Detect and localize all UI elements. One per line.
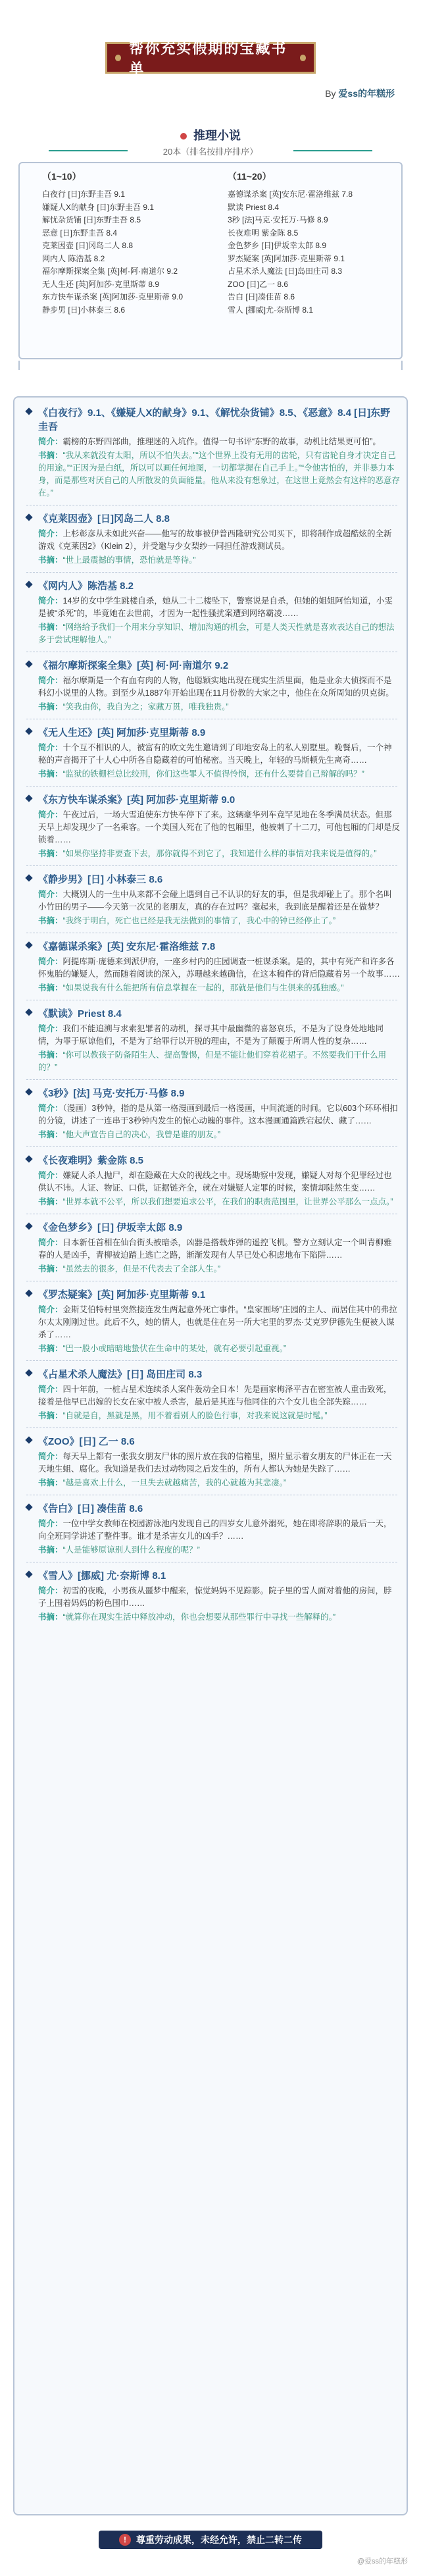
book-description: [38, 528, 400, 553]
book-title: 《静步男》[日] 小林泰三 8.6: [38, 872, 400, 886]
book-entry: [24, 405, 400, 500]
entry-separator: [26, 572, 397, 573]
book-description: [38, 956, 400, 981]
book-entry: [24, 1006, 400, 1074]
quote-label: 书摘：: [38, 1411, 63, 1420]
description-label: 简介：: [38, 676, 63, 685]
quote-text: “你可以教孩子防备陌生人、提高警惕，但是不能让他们穿着花裙子。不然要我们干什么用的？”: [38, 1050, 387, 1072]
description-text: 霸榜的东野四部曲，推理迷的入坑作。值得一句书评“东野的故事，动机比结果更可怕”。: [62, 437, 381, 446]
description-text: 十个互不相识的人，被富有的欧文先生邀请到了印地安岛上的私人别墅里。晚餐后，一个神秘的声音揭开了十人心中所各自隐藏着的可怕秘密。当天晚上，年轻的马斯顿先生离奇……: [38, 743, 392, 765]
byline-author[interactable]: 爱ss的年糕形: [338, 88, 395, 99]
book-title: 《告白》[日] 凑佳苗 8.6: [38, 1501, 400, 1515]
book-quote: [38, 1410, 400, 1422]
description-label: 简介：: [38, 1385, 63, 1394]
description-text: 大概别人的一生中从来都不会碰上遇到自己不认识的好友的事，但是我却碰上了。那个名叫小竹田的男子——今天第一次见的老朋友，真的存在过吗？毫起来，我到底是醒着还是在做梦？: [38, 890, 392, 912]
section-subtitle: 20本（排名按排序排序）: [162, 147, 259, 157]
index-item: ZOO [日]乙一 8.6: [228, 279, 289, 289]
banner-dot-left: [115, 55, 121, 61]
book-quote: [38, 1611, 400, 1624]
book-quote: [38, 554, 400, 567]
description-label: 简介：: [38, 743, 63, 752]
book-quote: [38, 1049, 400, 1074]
watermark: @爱ss的年糕形: [357, 2558, 408, 2565]
book-quote: [38, 701, 400, 713]
quote-label: 书摘：: [38, 849, 63, 858]
index-item: 解忧杂货铺 [日]东野圭吾 8.5: [42, 215, 141, 224]
quote-text: “越是喜欢上什么，一旦失去就越痛苦，我的心就越为其悲凄。”: [62, 1478, 287, 1487]
description-text: （漫画）3秒钟，指的是从第一格漫画到最后一格漫画，中间流逝的时间。它以603个环环相扣的分镜，讲述了一连串于3秒钟内发生的惊心动魄的事件。这本漫画通篇跌宕起伏、藏了……: [38, 1104, 398, 1125]
book-description: [38, 675, 400, 700]
book-entry: [24, 579, 400, 646]
index-item: 克莱因壶 [日]冈岛二人 8.8: [42, 241, 134, 250]
quote-label: 书摘：: [38, 1050, 63, 1060]
description-text: 金斯艾伯特村里突然接连发生两起意外死亡事件。“皇家围场”庄园的主人、而居住其中的弗拉尔太太刚刚过世。此后不久，她的情人，也就是住在另一所大宅里的罗杰·艾克罗伊德先生便被人谋杀了……: [38, 1305, 397, 1339]
index-item: 罗杰疑案 [英]阿加莎·克里斯蒂 9.1: [228, 253, 345, 263]
description-text: 午夜过后，一场大雪迫使东方快车停下了来。这辆豪华列车竟罕见地在冬季满员状态。但那天早上却发现少了一名乘客。一个美国人死在了他的包厢里，他被刺了十二刀，可他包厢的门却是反锁着……: [38, 810, 401, 844]
book-quote: [38, 1544, 400, 1557]
index-item: 东方快车谋杀案 [英]阿加莎·克里斯蒂 9.0: [42, 292, 184, 301]
index-item: 网内人 陈浩基 8.2: [42, 253, 105, 263]
book-title: 《东方快车谋杀案》[英] 阿加莎·克里斯蒂 9.0: [38, 792, 400, 806]
description-text: 每天早上都有一张我女朋友尸体的照片放在我的信箱里，照片显示着女朋友的尸体正在一天天地生蛆、腐化。我知道是我们去过动物园之后发生的，所有人都认为她是失踪了……: [38, 1452, 392, 1474]
book-entry: [24, 1086, 400, 1141]
exclamation-icon: !: [119, 2534, 131, 2546]
description-label: 简介：: [38, 810, 63, 819]
entry-separator: [26, 865, 397, 866]
book-description: [38, 1237, 400, 1262]
description-text: 我们不能追溯与求索犯罪者的动机，探寻其中最幽微的喜怒哀乐，不是为了设身处地地同情，为罪于原谅他们，不是为了给罪行以开脱的理由，不是为了颠覆于所谓人性的复杂……: [38, 1024, 384, 1046]
book-entry: [24, 1153, 400, 1208]
entry-separator: [26, 1079, 397, 1080]
connector-strip: [18, 361, 403, 370]
description-label: 简介：: [38, 1452, 63, 1461]
book-title: 《网内人》陈浩基 8.2: [38, 579, 400, 592]
book-entry: [24, 792, 400, 860]
index-right-heading: （11~20）: [228, 171, 272, 182]
book-entry: [24, 658, 400, 713]
description-text: 阿提库斯·庞德来到派伊府，一座乡村内的庄园调查一桩谋杀案。是的，其中有死产和许多各怀鬼胎的嫌疑人，然而随着阅读的深入，苏珊越来越确信，在这本稿件的背后隐藏着另一个故事……: [38, 957, 401, 979]
index-item: 无人生还 [英]阿加莎·克里斯蒂 8.9: [42, 279, 160, 289]
book-entry: [24, 1287, 400, 1355]
quote-text: “世上最震撼的事情，恐怕就是等待。”: [62, 555, 196, 565]
index-item: 静步男 [日]小林泰三 8.6: [42, 305, 126, 315]
book-quote: [38, 915, 400, 927]
description-text: 福尔摩斯是一个有血有肉的人物，他聪颖实地出现在现实生活里面，他是业余大侦探而不是科幻小说里的人物。到至少从1887年开始出现在11月份教的大家之中，他住在众所周知的贝克街。: [38, 676, 394, 698]
book-title: 《ZOO》[日] 乙一 8.6: [38, 1434, 400, 1448]
book-description: [38, 1023, 400, 1048]
book-description: [38, 1102, 400, 1127]
book-title: 《占星术杀人魔法》[日] 岛田庄司 8.3: [38, 1367, 400, 1381]
copyright-footer: [99, 2531, 322, 2549]
index-item: 金色梦乡 [日]伊坂幸太郎 8.9: [228, 241, 327, 250]
entry-separator: [26, 1146, 397, 1147]
book-description: [38, 595, 400, 620]
quote-label: 书摘：: [38, 451, 63, 460]
book-description: [38, 1518, 400, 1543]
quote-text: “他大声宣告自己的决心，我曾是谁的朋友。”: [62, 1130, 221, 1139]
index-item: 占星术杀人魔法 [日]岛田庄司 8.3: [228, 267, 343, 276]
book-entry: [24, 1220, 400, 1275]
book-entry: [24, 725, 400, 781]
book-description: [38, 889, 400, 914]
quote-label: 书摘：: [38, 1344, 63, 1353]
book-quote: [38, 1263, 400, 1275]
quote-label: 书摘：: [38, 1478, 63, 1487]
description-label: 简介：: [38, 957, 63, 966]
description-text: 日本新任首相在仙台街头被暗杀，凶器是搭载炸弹的遥控飞机。警方立刻认定一个叫青柳雅春的人是凶手，青柳被迫踏上逃亡之路，渐渐发现有人早已处心积虑地布下陷阱……: [38, 1238, 392, 1260]
book-title: 《克莱因壶》[日]冈岛二人 8.8: [38, 511, 400, 525]
quote-label: 书摘：: [38, 1130, 63, 1139]
book-title: 《长夜难明》紫金陈 8.5: [38, 1153, 400, 1167]
index-item: 嫌疑人X的献身 [日]东野圭吾 9.1: [42, 202, 155, 212]
book-entry: [24, 872, 400, 927]
index-item: 默读 Priest 8.4: [228, 202, 280, 212]
quote-text: “我从来就没有太阳，所以不怕失去。”“这个世界上没有无用的齿轮，只有齿轮自身才决定自己的用途。”“正因为是白纸，所以可以画任何地图，一切都掌握在自己手上。”“令他害怕的，并非暴力本身，而是那些对厌自己的人所散发的负面能量。他从来没有想象过，在这世上竟然会有这样的恶意存在。”: [38, 451, 401, 498]
description-label: 简介：: [38, 437, 63, 446]
quote-text: “世界本就不公平，所以我们想要追求公平，在我们的职责范围里，让世界公平那么一点点。”: [62, 1197, 393, 1206]
index-right-list: [228, 188, 399, 317]
book-title: 《罗杰疑案》[英] 阿加莎·克里斯蒂 9.1: [38, 1287, 400, 1301]
description-label: 简介：: [38, 1519, 63, 1528]
quote-text: “我终于明白，死亡也已经是我无法做到的事情了，我心中的钟已经停止了。”: [62, 916, 336, 925]
quote-label: 书摘：: [38, 555, 63, 565]
description-text: 14岁的女中学生跳楼自杀，她从二十二楼坠下，警察说是自杀，但她的姐姐阿怡知道，小雯是被“杀死”的，毕竟她在去世前，才因为一起性骚扰案遭到网络霸凌……: [38, 596, 393, 618]
description-text: 四十年前，一桩占星术连续杀人案件轰动全日本！先是画家梅泽平吉在密室被人重击致死，接着是他早已出嫁的长女在家中被人杀害，最后是其连与他同住的六个女儿也全部失踪……: [38, 1385, 392, 1406]
book-quote: [38, 1343, 400, 1355]
index-box: [18, 162, 403, 359]
header-banner: [105, 40, 316, 77]
banner-dot-right: [300, 55, 306, 61]
description-label: 简介：: [38, 890, 63, 899]
book-quote: [38, 768, 400, 781]
byline: [325, 87, 395, 100]
description-text: 上杉彰彦从未如此兴奋——他写的故事被伊普西隆研究公司买下，即将制作成超酷炫的全新游戏《克莱因2》（Klein 2），并受邀与少女梨纱一同担任游戏测试员。: [38, 529, 392, 551]
book-title: 《嘉德谋杀案》[英] 安东尼·霍洛维兹 7.8: [38, 939, 400, 953]
quote-text: “如果你坚持非要查下去，那你就得不到它了，我知道什么样的事情对我来说是值得的。”: [62, 849, 377, 858]
quote-text: “虽然去的很多，但是不代表去了全部人生。”: [62, 1264, 221, 1274]
index-item: 福尔摩斯探案全集 [英]柯·阿·南道尔 9.2: [42, 267, 178, 276]
book-entry: [24, 511, 400, 567]
book-entry: [24, 1367, 400, 1422]
book-description: [38, 1383, 400, 1408]
description-text: 初雪的夜晚，小男孩从噩梦中醒来，惊觉妈妈不见踪影。院子里的雪人面对着他的房间，脖子上围着妈妈的粉色围巾……: [38, 1586, 392, 1608]
book-quote: [38, 848, 400, 860]
index-left-list: [42, 188, 220, 317]
quote-label: 书摘：: [38, 1612, 63, 1622]
quote-text: “如果说我有什么能把所有信息掌握在一起的，那就是他们与生俱来的孤独感。”: [62, 983, 344, 992]
book-quote: [38, 621, 400, 646]
description-label: 简介：: [38, 596, 63, 605]
index-item: 3秒 [法]马克·安托万·马修 8.9: [228, 215, 328, 224]
book-entry: [24, 1568, 400, 1624]
book-entry: [24, 1434, 400, 1489]
book-entry: [24, 1501, 400, 1557]
index-item: 长夜难明 紫金陈 8.5: [228, 228, 299, 238]
quote-label: 书摘：: [38, 769, 63, 779]
entry-separator: [26, 1360, 397, 1361]
description-label: 简介：: [38, 1104, 63, 1113]
index-item: 嘉德谋杀案 [英]安东尼·霍洛维兹 7.8: [228, 190, 353, 199]
quote-text: “笑我由你，我自为之；家藏万贯，唯我独贵。”: [62, 702, 229, 711]
book-title: 《默读》Priest 8.4: [38, 1006, 400, 1020]
book-description: [38, 1451, 400, 1476]
section-title: 推理小说: [0, 126, 421, 143]
book-title: 《3秒》[法] 马克·安托万·马修 8.9: [38, 1086, 400, 1100]
quote-text: “就算你在现实生活中释放冲动，你也会想要从那些罪行中寻找一些解释的。”: [62, 1612, 336, 1622]
book-description: [38, 809, 400, 846]
quote-label: 书摘：: [38, 1197, 63, 1206]
description-label: 简介：: [38, 529, 63, 538]
quote-label: 书摘：: [38, 623, 63, 632]
book-quote: [38, 982, 400, 994]
book-quote: [38, 1129, 400, 1141]
quote-text: “监狱的铁栅栏总比绞刑，你们这些罪人不值得怜悯，还有什么要替自己辩解的吗？”: [62, 769, 364, 779]
book-list: [13, 396, 408, 2515]
book-description: [38, 1170, 400, 1195]
book-title: 《雪人》[挪威] 尤·奈斯博 8.1: [38, 1568, 400, 1582]
quote-text: “自就是自，黑就是黑，用不着看别人的脸色行事，对我来说这就是时髦。”: [62, 1411, 328, 1420]
index-item: 恶意 [日]东野圭吾 8.4: [42, 228, 118, 238]
book-quote: [38, 1196, 400, 1208]
index-left-heading: （1~10）: [42, 171, 82, 182]
book-description: [38, 1585, 400, 1610]
quote-label: 书摘：: [38, 1264, 63, 1274]
index-item: 告白 [日]凑佳苗 8.6: [228, 292, 295, 301]
book-quote: [38, 1477, 400, 1489]
description-text: 嫌疑人杀人抛尸，却在隐藏在大众的视线之中。现场勘察中发现，嫌疑人对每个犯罪经过也供认不讳。人证、物证、口供，证据链齐全，就在对嫌疑人定罪的时候，案情却陡然生变……: [38, 1171, 392, 1193]
index-item: 白夜行 [日]东野圭吾 9.1: [42, 190, 126, 199]
quote-label: 书摘：: [38, 916, 63, 925]
description-label: 简介：: [38, 1238, 63, 1247]
footer-text: 尊重劳动成果，未经允许，禁止二转二传: [136, 2535, 302, 2545]
book-title: 《无人生还》[英] 阿加莎·克里斯蒂 8.9: [38, 725, 400, 739]
quote-text: “人是能够原谅别人到什么程度的呢？”: [62, 1545, 200, 1555]
banner-text: 帮你充实假期的宝藏书单: [129, 40, 287, 77]
book-description: [38, 1304, 400, 1341]
index-item: 雪人 [挪威]尤·奈斯博 8.1: [228, 305, 314, 315]
description-label: 简介：: [38, 1586, 63, 1595]
byline-prefix: By: [325, 88, 336, 99]
description-text: 一位中学女教师在校园游泳池内发现自己的四岁女儿意外溺死，她在即将辞职的最后一天，向全班同学讲述了整件事。谁才是杀害女儿的凶手？……: [38, 1519, 392, 1541]
description-label: 简介：: [38, 1024, 63, 1033]
quote-label: 书摘：: [38, 983, 63, 992]
book-entry: [24, 939, 400, 994]
description-label: 简介：: [38, 1171, 63, 1180]
quote-text: “巴一股小或暗暗地蛰伏在生命中的某处，就有必要引起重视。”: [62, 1344, 287, 1353]
quote-label: 书摘：: [38, 702, 63, 711]
book-title: 《金色梦乡》[日] 伊坂幸太郎 8.9: [38, 1220, 400, 1234]
quote-text: “网络给予我们一个用来分享知识、增加沟通的机会，可是人类天性就是喜欢表达自己的想法多于尝试理解他人。”: [38, 623, 395, 644]
book-description: [38, 436, 400, 448]
description-label: 简介：: [38, 1305, 63, 1314]
quote-label: 书摘：: [38, 1545, 63, 1555]
book-title: 《白夜行》9.1、《嫌疑人X的献身》9.1、《解忧杂货铺》8.5、《恶意》8.4 [日]东野圭吾: [38, 405, 400, 433]
book-quote: [38, 450, 400, 500]
book-description: [38, 742, 400, 767]
book-title: 《福尔摩斯探案全集》[英] 柯·阿·南道尔 9.2: [38, 658, 400, 672]
